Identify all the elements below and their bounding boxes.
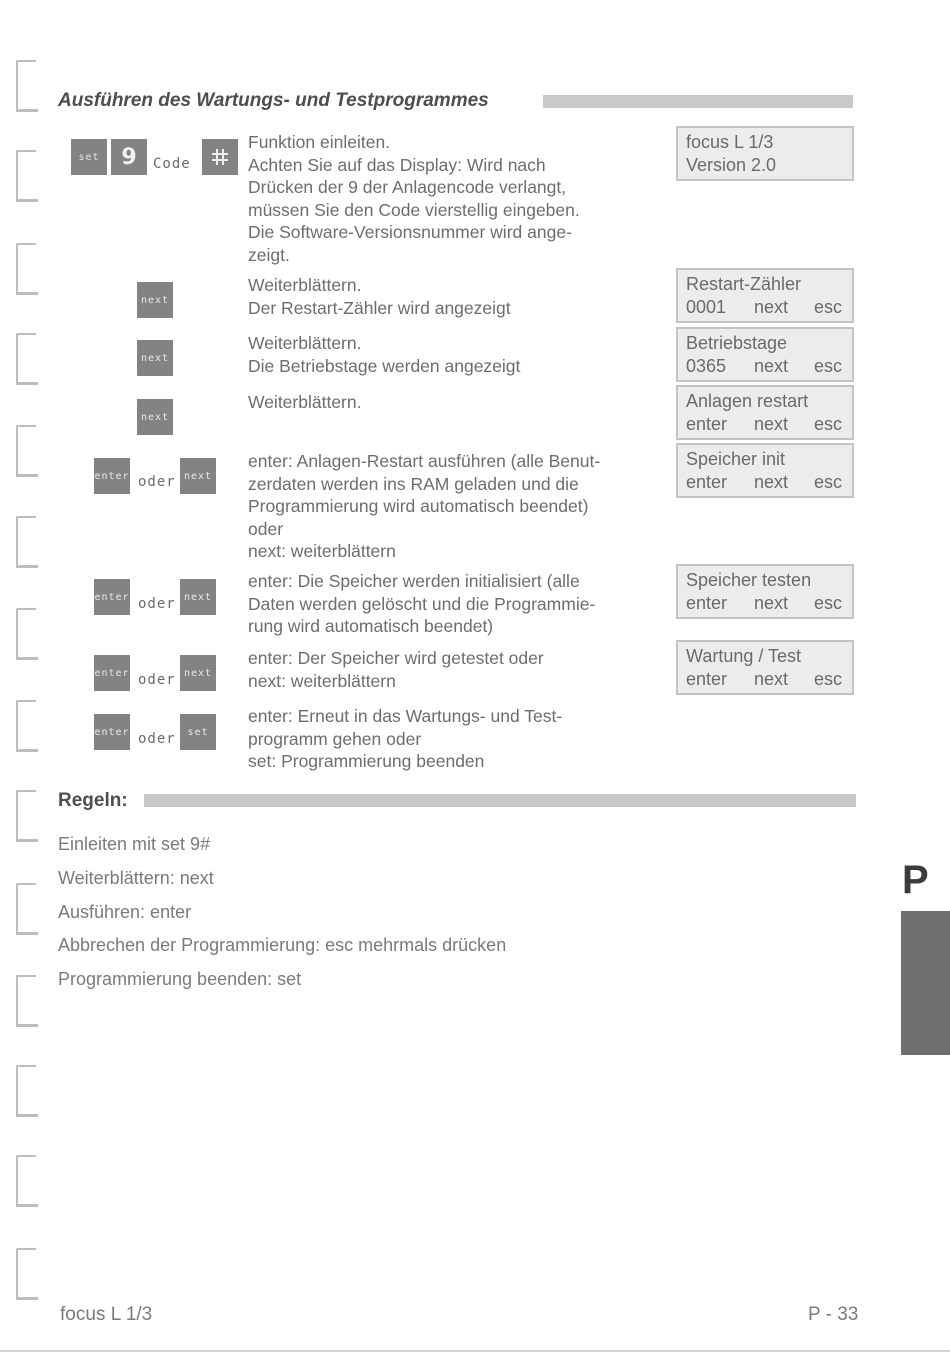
lcd-cell: 0365: [686, 356, 727, 376]
step-line: zerdaten werden ins RAM geladen und die: [248, 473, 579, 494]
hash-key: [202, 139, 238, 175]
page-number: P - 33: [808, 1304, 859, 1325]
step-line: rung wird automatisch beendet): [248, 616, 494, 636]
lcd-cell: next: [754, 297, 789, 317]
lcd-line: Betriebstage: [686, 333, 788, 353]
rule-item: Ausführen: enter: [58, 902, 192, 922]
step-line: next: weiterblättern: [248, 541, 396, 561]
lcd-cell: next: [754, 356, 789, 376]
lcd-display: [676, 126, 854, 181]
hash-icon: [209, 146, 231, 168]
step-description: [248, 391, 668, 414]
enter-key: enter: [94, 579, 130, 615]
next-key: next: [180, 458, 216, 494]
enter-key: enter: [94, 458, 130, 494]
binding-tab: [16, 1248, 36, 1300]
lcd-line: Version 2.0: [686, 155, 777, 175]
rules-heading-bar: [144, 794, 856, 807]
rule-item: Einleiten mit set 9#: [58, 834, 211, 854]
lcd-line: Speicher init: [686, 449, 786, 469]
lcd-line: Restart-Zähler: [686, 274, 802, 294]
lcd-cell: next: [754, 414, 789, 434]
binding-tab: [16, 608, 36, 660]
lcd-cell: next: [754, 593, 789, 613]
binding-tab: [16, 150, 36, 202]
lcd-cell: enter: [686, 669, 728, 689]
enter-key: enter: [94, 655, 130, 691]
step-line: enter: Der Speicher wird getestet oder: [248, 648, 544, 668]
step-line: Drücken der 9 der Anlagencode verlangt,: [248, 177, 567, 197]
lcd-display: [676, 268, 854, 323]
step-description: [248, 647, 668, 692]
section-marker-block: [901, 911, 950, 1055]
step-line: Die Software-Versionsnummer wird ange-: [248, 222, 572, 242]
step-line: enter: Anlagen-Restart ausführen (alle Benut-: [248, 451, 601, 471]
step-description: [248, 705, 668, 773]
step-line: Der Restart-Zähler wird angezeigt: [248, 297, 511, 318]
binding-tab: [16, 1155, 36, 1207]
step-line: Weiterblättern.: [248, 333, 362, 353]
lcd-line: Speicher testen: [686, 570, 812, 590]
step-description: [248, 570, 668, 638]
binding-tab: [16, 883, 36, 935]
step-line: Funktion einleiten.: [248, 132, 391, 152]
step-line: zeigt.: [248, 244, 290, 265]
page-heading: Ausführen des Wartungs- und Testprogrammes: [58, 90, 489, 111]
lcd-cell: 0001: [686, 297, 727, 317]
lcd-cell: enter: [686, 472, 728, 492]
next-key: next: [137, 282, 173, 318]
step-line: Die Betriebstage werden angezeigt: [248, 355, 521, 376]
binding-tab: [16, 975, 36, 1027]
binding-tab: [16, 425, 36, 477]
step-description: [248, 450, 668, 563]
step-line: Weiterblättern.: [248, 275, 362, 295]
lcd-cell: esc: [814, 593, 843, 613]
lcd-cell: enter: [686, 414, 728, 434]
lcd-cell: esc: [814, 414, 843, 434]
next-key: next: [180, 579, 216, 615]
rule-item: Abbrechen der Programmierung: esc mehrmals drücken: [58, 935, 507, 955]
lcd-display: [676, 443, 854, 498]
lcd-line: Anlagen restart: [686, 391, 809, 411]
binding-tab: [16, 516, 36, 568]
binding-tab: [16, 243, 36, 295]
step-line: müssen Sie den Code vierstellig eingeben.: [248, 199, 580, 220]
lcd-line: Wartung / Test: [686, 646, 802, 666]
oder-label: oder: [138, 672, 176, 688]
step-line: set: Programmierung beenden: [248, 751, 485, 771]
step-line: enter: Die Speicher werden initialisiert (alle: [248, 571, 580, 591]
oder-label: oder: [138, 596, 176, 612]
lcd-cell: esc: [814, 356, 843, 376]
lcd-display: [676, 385, 854, 440]
lcd-display: [676, 564, 854, 619]
oder-label: oder: [138, 731, 176, 747]
enter-key: enter: [94, 714, 130, 750]
page-bottom-edge: [0, 1350, 950, 1352]
step-description: [248, 332, 668, 377]
lcd-cell: esc: [814, 472, 843, 492]
binding-tab: [16, 700, 36, 752]
rules-heading: Regeln:: [58, 790, 128, 811]
step-line: Achten Sie auf das Display: Wird nach: [248, 154, 546, 175]
rule-item: Programmierung beenden: set: [58, 969, 302, 989]
code-label: Code: [153, 156, 191, 172]
step-line: Daten werden gelöscht und die Programmie-: [248, 593, 596, 614]
step-line: enter: Erneut in das Wartungs- und Test-: [248, 706, 563, 726]
section-letter: P: [902, 858, 929, 902]
next-key: next: [180, 655, 216, 691]
oder-label: oder: [138, 474, 176, 490]
lcd-display: [676, 327, 854, 382]
step-line: Weiterblättern.: [248, 392, 362, 412]
set-key: set: [180, 714, 216, 750]
binding-tab: [16, 333, 36, 385]
nine-key: 9: [111, 139, 147, 175]
binding-tab: [16, 790, 36, 842]
lcd-cell: esc: [814, 297, 843, 317]
lcd-cell: esc: [814, 669, 843, 689]
binding-tab: [16, 1065, 36, 1117]
heading-bar: [543, 95, 853, 108]
next-key: next: [137, 340, 173, 376]
binding-tab: [16, 60, 36, 112]
step-line: oder: [248, 518, 284, 539]
step-line: next: weiterblättern: [248, 670, 396, 691]
set-key: set: [71, 139, 107, 175]
lcd-display: [676, 640, 854, 695]
lcd-cell: next: [754, 669, 789, 689]
rule-item: Weiterblättern: next: [58, 868, 214, 888]
step-description: [248, 131, 668, 266]
lcd-cell: enter: [686, 593, 728, 613]
lcd-line: focus L 1/3: [686, 132, 774, 152]
next-key: next: [137, 399, 173, 435]
step-line: programm gehen oder: [248, 728, 422, 749]
footer-title: focus L 1/3: [60, 1304, 153, 1325]
step-line: Programmierung wird automatisch beendet): [248, 496, 589, 516]
lcd-cell: next: [754, 472, 789, 492]
step-description: [248, 274, 668, 319]
